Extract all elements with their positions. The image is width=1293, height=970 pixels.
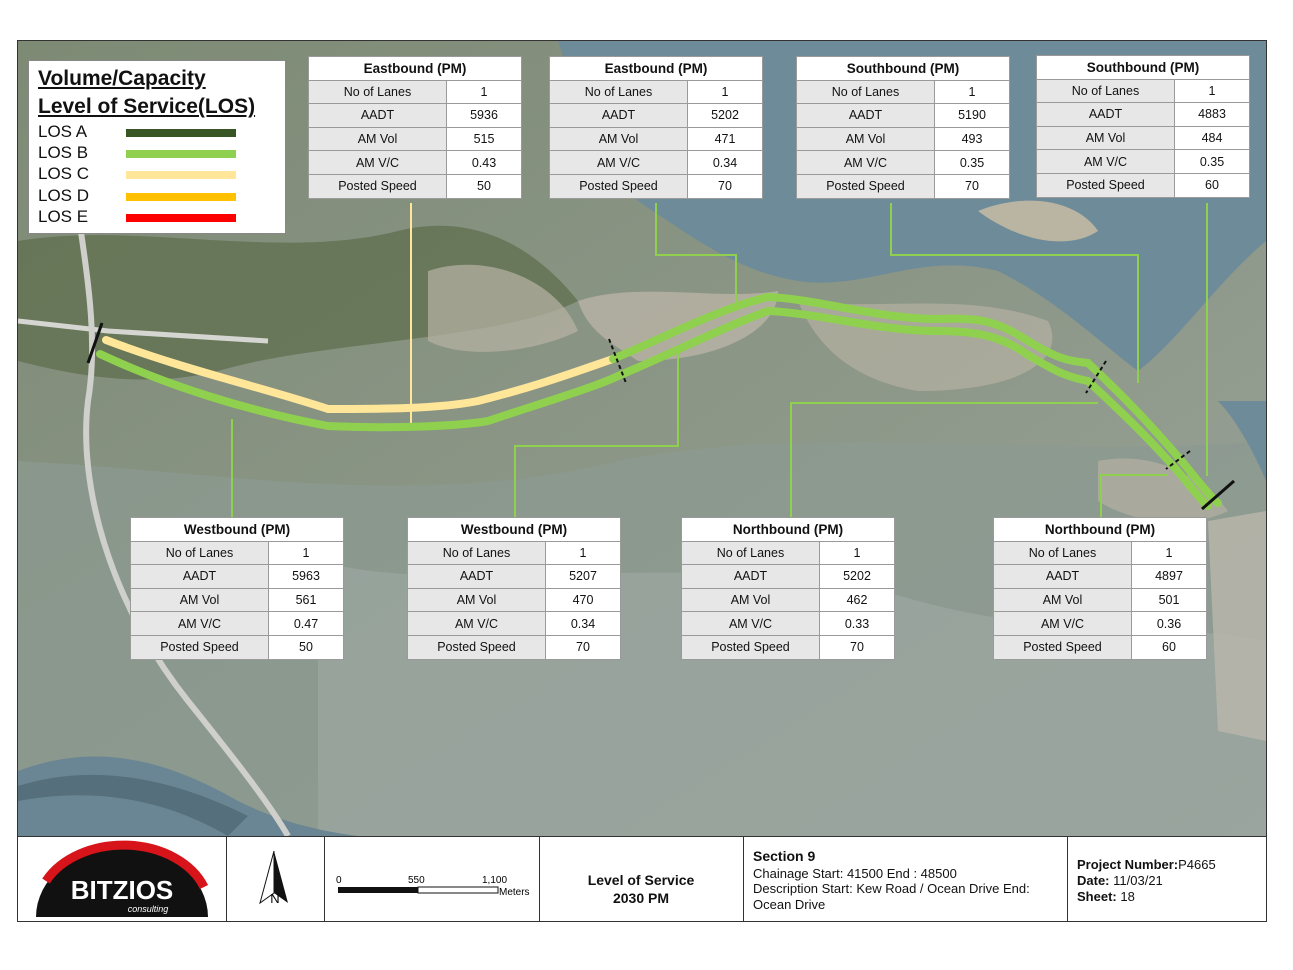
row-label: No of Lanes xyxy=(797,80,935,104)
legend-label: LOS D xyxy=(38,186,90,205)
data-table-eastbound-2 xyxy=(549,56,763,199)
row-label: AM Vol xyxy=(797,127,935,151)
row-value: 50 xyxy=(447,174,522,198)
row-value: 0.36 xyxy=(1132,612,1207,636)
data-table-eastbound-1 xyxy=(308,56,522,199)
row-label: AM Vol xyxy=(682,588,820,612)
legend-swatch xyxy=(126,171,236,179)
row-value: 4897 xyxy=(1132,565,1207,589)
row-label: No of Lanes xyxy=(408,541,546,565)
row-value: 515 xyxy=(447,127,522,151)
data-table-northbound-2 xyxy=(993,517,1207,660)
row-label: AM V/C xyxy=(682,612,820,636)
legend-item-los-e xyxy=(38,207,278,229)
row-value: 1 xyxy=(447,80,522,104)
row-label: No of Lanes xyxy=(550,80,688,104)
description-text: Description Start: Kew Road / Ocean Drive End: xyxy=(753,881,1030,896)
row-label: Posted Speed xyxy=(131,635,269,659)
row-label: AM Vol xyxy=(131,588,269,612)
row-value: 1 xyxy=(935,80,1010,104)
row-label: Posted Speed xyxy=(682,635,820,659)
row-label: Posted Speed xyxy=(550,174,688,198)
title-block xyxy=(17,836,1267,922)
row-label: AADT xyxy=(550,104,688,128)
project-number-label: Project Number: xyxy=(1077,857,1179,872)
sheet-value: 18 xyxy=(1120,889,1135,904)
row-label: No of Lanes xyxy=(1037,79,1175,103)
row-label: AM V/C xyxy=(797,151,935,175)
legend-swatch xyxy=(126,193,236,201)
legend-swatch xyxy=(126,150,236,158)
row-label: No of Lanes xyxy=(994,541,1132,565)
row-value: 70 xyxy=(688,174,763,198)
legend-title: Volume/Capacity xyxy=(38,67,206,90)
north-arrow-icon xyxy=(226,837,324,921)
row-value: 70 xyxy=(820,635,895,659)
scale-label: 1,100 xyxy=(482,875,508,886)
legend-swatch xyxy=(126,214,236,222)
row-label: AM V/C xyxy=(309,151,447,175)
sheet-label: Sheet: xyxy=(1077,889,1117,904)
row-label: AM V/C xyxy=(994,612,1132,636)
row-label: AM Vol xyxy=(408,588,546,612)
date-label: Date: xyxy=(1077,873,1110,888)
row-label: AM Vol xyxy=(550,127,688,151)
row-label: AM V/C xyxy=(1037,150,1175,174)
row-value: 0.35 xyxy=(935,151,1010,175)
row-value: 501 xyxy=(1132,588,1207,612)
date-row xyxy=(1077,873,1163,889)
section-title: Section 9 xyxy=(753,848,816,864)
row-label: AADT xyxy=(682,565,820,589)
project-info-cell xyxy=(1067,837,1265,921)
row-label: AM Vol xyxy=(994,588,1132,612)
legend-item-los-a xyxy=(38,122,278,144)
row-value: 470 xyxy=(546,588,621,612)
row-value: 5207 xyxy=(546,565,621,589)
row-label: No of Lanes xyxy=(682,541,820,565)
row-label: Posted Speed xyxy=(797,174,935,198)
logo-text: BITZIOS xyxy=(70,875,174,905)
row-value: 60 xyxy=(1175,173,1250,197)
row-value: 462 xyxy=(820,588,895,612)
table-title: Eastbound (PM) xyxy=(309,57,522,81)
table-title: Northbound (PM) xyxy=(994,518,1207,542)
row-value: 484 xyxy=(1175,126,1250,150)
row-value: 1 xyxy=(269,541,344,565)
legend-item-los-b xyxy=(38,143,278,165)
date-value: 11/03/21 xyxy=(1113,873,1163,888)
legend-item-los-d xyxy=(38,186,278,208)
scale-unit: Meters xyxy=(499,887,530,898)
description-text-continued: Ocean Drive xyxy=(753,897,826,912)
heading-line1: Level of Service xyxy=(587,872,695,888)
logo-subtext: consulting xyxy=(127,904,169,914)
row-label: AM V/C xyxy=(408,612,546,636)
row-value: 50 xyxy=(269,635,344,659)
scale-label: 0 xyxy=(336,875,342,886)
data-table-southbound-2 xyxy=(1036,55,1250,198)
legend-subtitle: Level of Service(LOS) xyxy=(38,95,256,118)
table-title: Westbound (PM) xyxy=(131,518,344,542)
row-label: AM V/C xyxy=(550,151,688,175)
legend-label: LOS E xyxy=(38,207,89,226)
row-value: 70 xyxy=(935,174,1010,198)
legend-label: LOS A xyxy=(38,122,88,141)
row-value: 70 xyxy=(546,635,621,659)
row-label: AADT xyxy=(131,565,269,589)
sheet-row xyxy=(1077,889,1135,905)
row-label: Posted Speed xyxy=(408,635,546,659)
legend-label: LOS C xyxy=(38,164,90,183)
row-value: 0.43 xyxy=(447,151,522,175)
scale-bar-cell xyxy=(324,837,540,921)
table-title: Eastbound (PM) xyxy=(550,57,763,81)
project-number-value: P4665 xyxy=(1178,857,1216,872)
scale-label: 550 xyxy=(408,875,425,886)
row-value: 1 xyxy=(820,541,895,565)
heading-cell xyxy=(539,837,744,921)
north-label: N xyxy=(270,891,280,906)
data-table-southbound-1 xyxy=(796,56,1010,199)
row-label: AADT xyxy=(1037,103,1175,127)
row-label: AM V/C xyxy=(131,612,269,636)
row-value: 0.34 xyxy=(688,151,763,175)
row-value: 5202 xyxy=(820,565,895,589)
row-value: 60 xyxy=(1132,635,1207,659)
data-table-westbound-1 xyxy=(130,517,344,660)
table-title: Southbound (PM) xyxy=(1037,56,1250,80)
row-label: No of Lanes xyxy=(131,541,269,565)
legend-label: LOS B xyxy=(38,143,89,162)
scale-bar xyxy=(324,837,539,921)
data-table-westbound-2 xyxy=(407,517,621,660)
table-title: Southbound (PM) xyxy=(797,57,1010,81)
chainage-text: Chainage Start: 41500 End : 48500 xyxy=(753,866,957,881)
legend xyxy=(28,60,286,234)
row-value: 0.33 xyxy=(820,612,895,636)
section-details-cell xyxy=(743,837,1068,921)
row-value: 4883 xyxy=(1175,103,1250,127)
row-value: 1 xyxy=(1132,541,1207,565)
row-value: 5936 xyxy=(447,104,522,128)
row-label: AM Vol xyxy=(1037,126,1175,150)
row-value: 5202 xyxy=(688,104,763,128)
row-label: Posted Speed xyxy=(994,635,1132,659)
row-value: 471 xyxy=(688,127,763,151)
logo-cell xyxy=(18,837,227,921)
row-label: AADT xyxy=(309,104,447,128)
bitzios-logo xyxy=(18,837,226,921)
data-table-northbound-1 xyxy=(681,517,895,660)
row-value: 561 xyxy=(269,588,344,612)
row-value: 0.35 xyxy=(1175,150,1250,174)
row-label: AM Vol xyxy=(309,127,447,151)
row-value: 5190 xyxy=(935,104,1010,128)
row-label: AADT xyxy=(408,565,546,589)
scale-segment xyxy=(338,887,418,893)
row-label: Posted Speed xyxy=(1037,173,1175,197)
row-label: AADT xyxy=(797,104,935,128)
row-value: 1 xyxy=(688,80,763,104)
scale-segment xyxy=(418,887,498,893)
north-arrow-cell xyxy=(226,837,325,921)
legend-item-los-c xyxy=(38,164,278,186)
row-value: 0.47 xyxy=(269,612,344,636)
table-title: Northbound (PM) xyxy=(682,518,895,542)
row-value: 5963 xyxy=(269,565,344,589)
row-label: Posted Speed xyxy=(309,174,447,198)
heading-line2: 2030 PM xyxy=(612,890,670,906)
row-value: 493 xyxy=(935,127,1010,151)
row-label: No of Lanes xyxy=(309,80,447,104)
legend-swatch xyxy=(126,129,236,137)
table-title: Westbound (PM) xyxy=(408,518,621,542)
project-number-row xyxy=(1077,857,1216,873)
row-label: AADT xyxy=(994,565,1132,589)
row-value: 0.34 xyxy=(546,612,621,636)
row-value: 1 xyxy=(546,541,621,565)
row-value: 1 xyxy=(1175,79,1250,103)
